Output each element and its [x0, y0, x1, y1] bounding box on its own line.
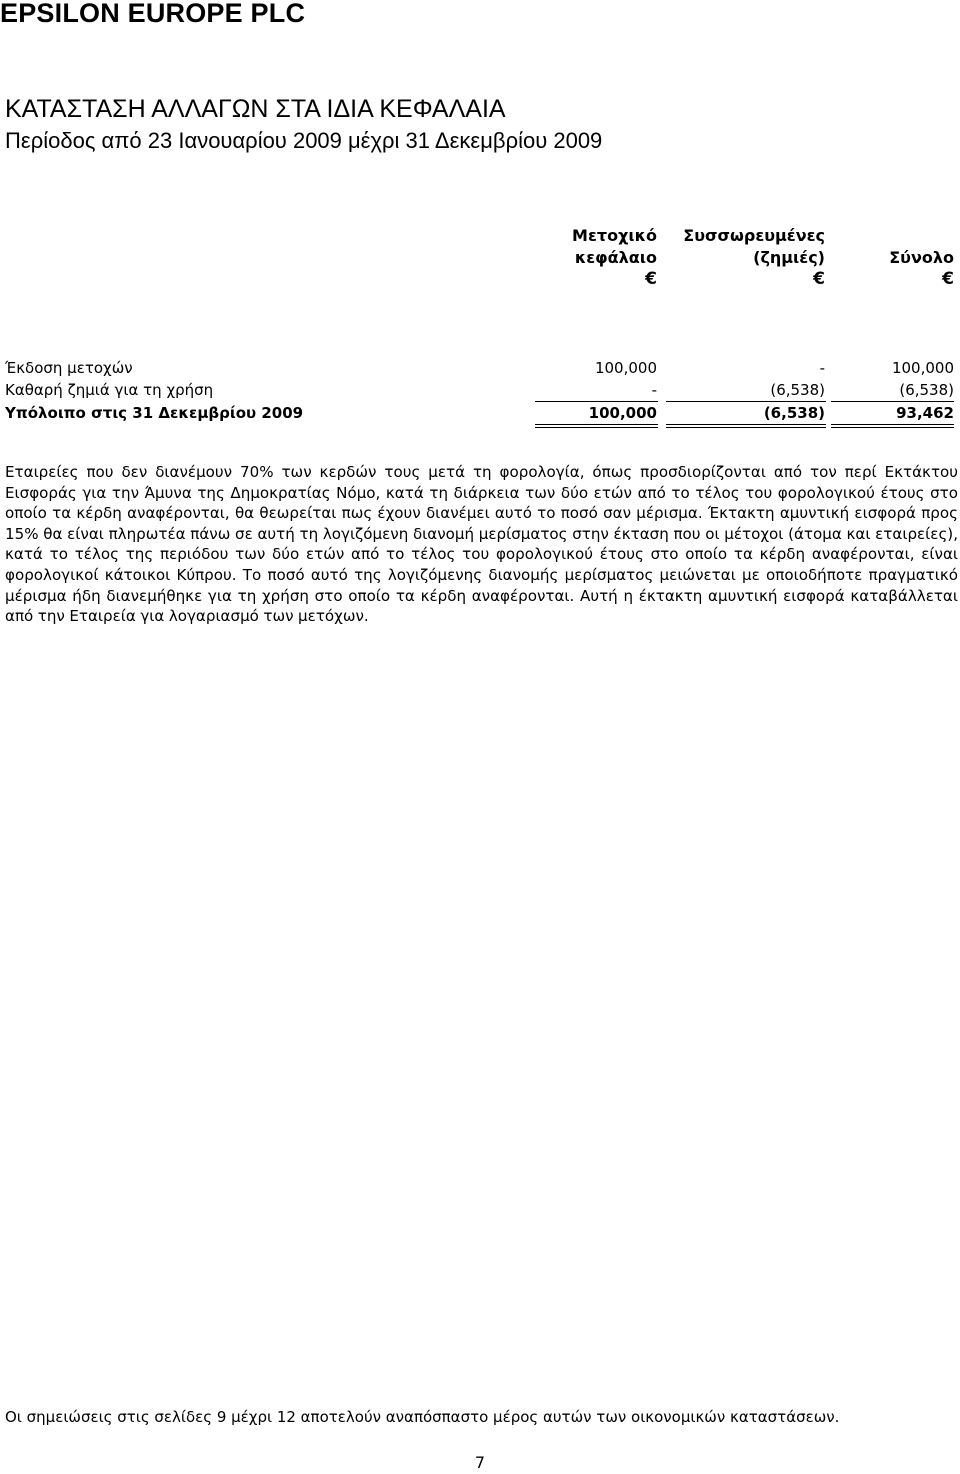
- page-number: 7: [474, 1453, 486, 1472]
- cell-balance-accumulated-losses: (6,538): [763, 404, 825, 422]
- defence-contribution-note: Εταιρείες που δεν διανέμουν 70% των κερδών τους μετά τη φορολογία, όπως προσδιορίζονται από τον περί Εκτάκτου Εισφοράς για την Άμυνα της Δημοκρατίας Νόμο, κατά τη διάρκεια των δύο ετών από το τέλος του φορολογικού έτους στο οποίο τα κέρδη αναφέρονται, θα θεωρείται πως έχουν διανέμει αυτό το ποσό σαν μέρισμα. Έκτακτη αμυντική εισφορά προς 15% θα είναι πληρωτέα πάνω σε αυτή τη λογιζόμενη διανομή μερίσματος στην έκταση που οι μέτοχοι (άτομα και εταιρείες), κατά το τέλος της περιόδου των δύο ετών από το τέλος του φορολογικού έτους στο οποίο τα κέρδη αναφέρονται, είναι φορολογικοί κάτοικοι Κύπρου. Το ποσό αυτό της λογιζόμενης διανομής μερίσματος μειώνεται με οποιοδήποτε πραγματικό μέρισμα ήδη διανεμήθηκε για τη χρήση στο οποίο τα κέρδη αναφέρονται. Αυτή η έκτακτη αμυντική εισφορά καταβάλλεται από την Εταιρεία για λογαριασμό των μετόχων.: [5, 463, 958, 626]
- total-double-rule-accumulated-losses: [666, 424, 826, 428]
- total-double-rule-total: [831, 424, 954, 428]
- cell-balance-total: 93,462: [896, 404, 954, 422]
- total-double-rule-share-capital: [535, 424, 658, 428]
- row-label-net-loss: Καθαρή ζημιά για τη χρήση: [5, 381, 214, 399]
- cell-net-loss-accumulated-losses: (6,538): [770, 381, 825, 399]
- column-currency-total: €: [942, 269, 954, 289]
- cell-net-loss-share-capital: -: [651, 381, 657, 399]
- subtotal-rule-accumulated-losses: [666, 401, 826, 402]
- cell-balance-share-capital: 100,000: [588, 404, 657, 422]
- cell-net-loss-total: (6,538): [899, 381, 954, 399]
- column-currency-share-capital: €: [645, 269, 657, 289]
- subtotal-rule-total: [831, 401, 954, 402]
- notes-reference-footer: Οι σημειώσεις στις σελίδες 9 μέχρι 12 αποτελούν αναπόσπαστο μέρος αυτών των οικονομικών καταστάσεων.: [5, 1408, 840, 1426]
- column-header-share-capital-line1: Μετοχικό: [572, 226, 657, 245]
- cell-share-issue-total: 100,000: [891, 359, 954, 377]
- cell-share-issue-share-capital: 100,000: [594, 359, 657, 377]
- row-label-share-issue: Έκδοση μετοχών: [5, 359, 133, 377]
- cell-share-issue-accumulated-losses: -: [819, 359, 825, 377]
- row-label-balance: Υπόλοιπο στις 31 Δεκεμβρίου 2009: [5, 404, 304, 422]
- column-header-total-line2: Σύνολο: [889, 248, 954, 267]
- subtotal-rule-share-capital: [535, 401, 658, 402]
- column-header-accumulated-losses-line1: Συσσωρευμένες: [683, 226, 825, 245]
- statement-title: ΚΑΤΑΣΤΑΣΗ ΑΛΛΑΓΩΝ ΣΤΑ ΙΔΙΑ ΚΕΦΑΛΑΙΑ: [5, 95, 506, 123]
- company-name: EPSILON EUROPE PLC: [0, 0, 306, 28]
- column-header-accumulated-losses-line2: (ζημιές): [753, 248, 825, 267]
- column-currency-accumulated-losses: €: [813, 269, 825, 289]
- column-header-share-capital-line2: κεφάλαιο: [574, 248, 657, 267]
- statement-period: Περίοδος από 23 Ιανουαρίου 2009 μέχρι 31 Δεκεμβρίου 2009: [5, 128, 603, 153]
